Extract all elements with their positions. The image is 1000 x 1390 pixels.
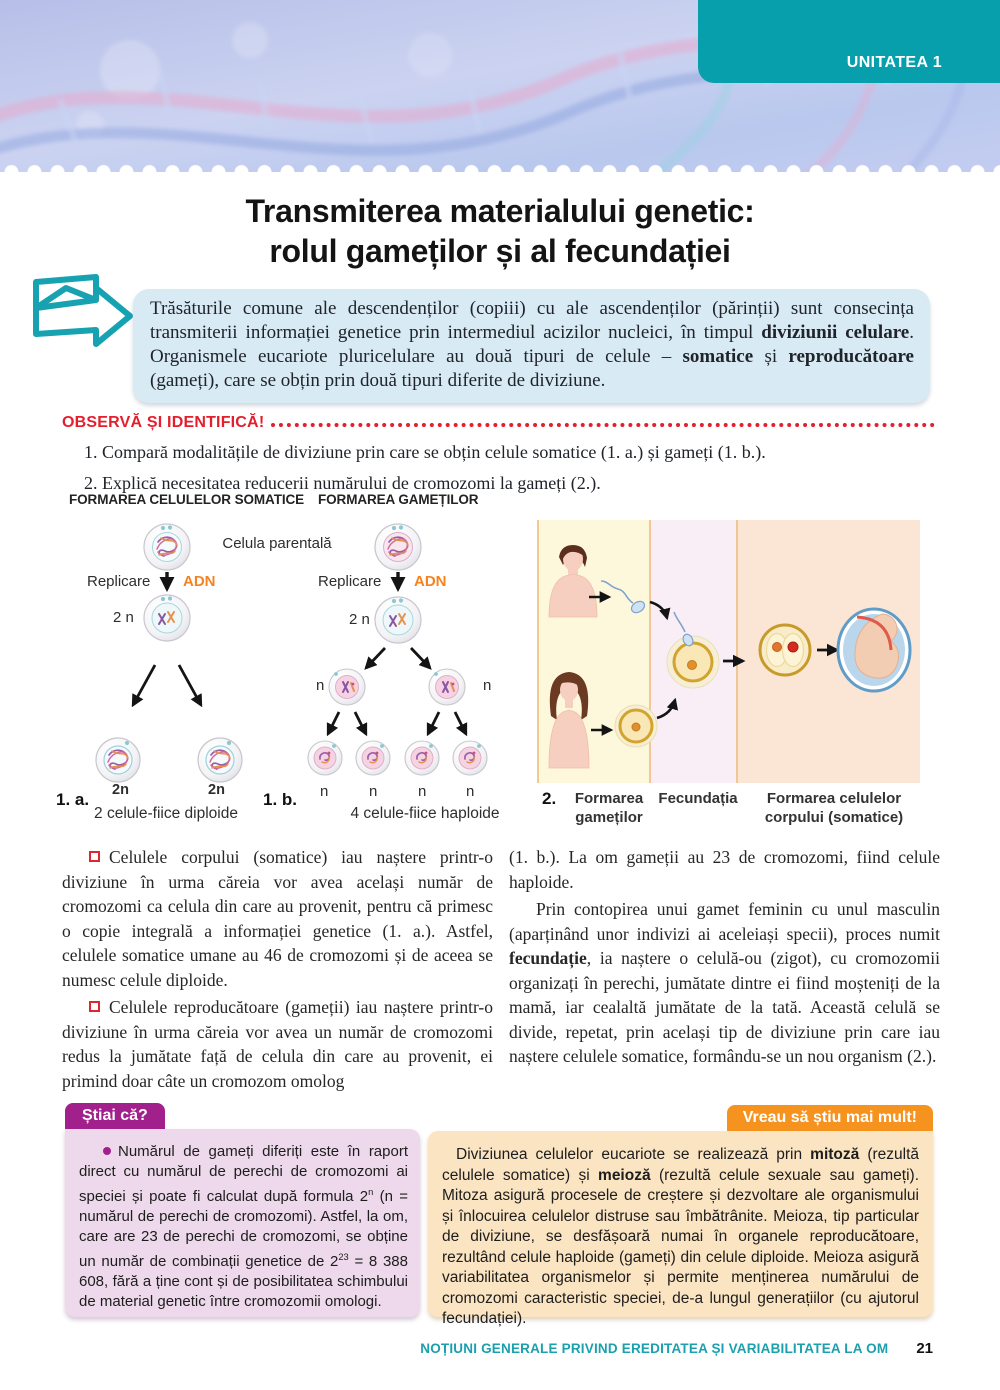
daughter-2n-label-1: 2n [112, 782, 129, 798]
figure-2-caption-gameti: Formarea gameților [574, 790, 644, 826]
haploid-n-label-2: n [369, 783, 378, 800]
red-square-bullet [89, 1001, 100, 1012]
task-item-2: 2. Explică necesitatea reducerii numărului de cromozomi la gameți (2.). [84, 473, 601, 493]
diagram-title-somatice: FORMAREA CELULELOR SOMATICE [69, 492, 305, 507]
footer-section-title: NOȚIUNI GENERALE PRIVIND EREDITATEA ȘI VARIABILITATEA LA OM [420, 1341, 889, 1356]
fertilization-diagram [537, 520, 920, 783]
paragraph-text: Celulele corpului (somatice) iau naștere printr-o diviziune în urma căreia vor avea același număr de cromozomi ca celula din care au provenit, pentru că primesc o copie integrală a informației genetice (1. a.). Astfel, celulele somatice umane au 46 de cromozomi și de aceea se numesc celule diploide. [62, 847, 493, 990]
task-item-1: 1. Compară modalitățile de diviziune prin care se obțin celule somatice (1. a.) și gameți (1. b.). [84, 442, 766, 462]
ploidy-2n-left: 2 n [113, 609, 134, 626]
ploidy-2n-right: 2 n [349, 611, 370, 628]
adn-label-right: ADN [414, 573, 447, 590]
want-to-know-more-text [442, 1145, 919, 1330]
page-footer [420, 1340, 933, 1357]
page-title-line2: rolul gameților și al fecundației [269, 233, 731, 269]
paragraph-text: Celulele reproducătoare (gameții) iau naștere printr-o diviziune în urma căreia vor avea un număr de cromozomi redus la jumătate față de celula din care au provenit, ei primind doar câte un cromozom omolog [62, 997, 493, 1091]
egg-cell [615, 705, 657, 747]
figure-1a-label: 1. a. [56, 790, 90, 809]
unit-badge [698, 0, 1000, 83]
header-image [0, 0, 1000, 172]
section-heading: OBSERVĂ ȘI IDENTIFICĂ! [62, 414, 265, 431]
daughter-2n-label-2: 2n [208, 782, 225, 798]
diagram-title-gameti: FORMAREA GAMEȚILOR [318, 492, 479, 507]
did-you-know-tab: Știai că? [65, 1103, 165, 1129]
paragraph-text: (1. b.). La om gameții au 23 de cromozomi, fiind celule haploide. [509, 847, 940, 892]
figure-2-caption-somatice: Formarea celulelor corpului (somatice) [764, 790, 904, 826]
did-you-know-paragraph: Numărul de gameți diferiți este în raport direct cu numărul de perechi de cromozomi ai speciei și poate fi calculat după formula 2$^n$ (n = numărul de perechi de cromozomi). Astfel, la om, care are 23 de perechi de cromozomi, se obține un număr de combinații genetice de $2^{23} = 8$ 388 608, fără a ține cont și de posibilitatea schimbului de material genetic între cromozomii omologi. [79, 1143, 408, 1310]
paragraph-somatic-cells [62, 845, 493, 992]
intro-text: Trăsăturile comune ale descendenților (copiii) cu ale ascendenților (părinții) sunt consecința transmiterii informației genetice prin intermediul acizilor nucleici, în timpul diviziunii celulare. Organismele eucariote pluricelulare au două tipuri de celule – somatice și reproducătoare (gameți), care se obțin prin două tipuri diferite de diviziune. [150, 298, 914, 391]
haploid-n-label-3: n [418, 783, 427, 800]
replicare-label-right: Replicare [318, 573, 382, 590]
dotted-rule [271, 423, 935, 427]
page-title-line1: Transmiterea materialului genetic: [245, 193, 755, 229]
want-to-know-more-body [428, 1131, 933, 1327]
figure-1b-label: 1. b. [263, 790, 298, 809]
replicare-label-left: Replicare [87, 573, 151, 590]
unit-label: UNITATEA 1 [846, 54, 942, 71]
haploid-n-label-4: n [466, 783, 475, 800]
intro-box [133, 289, 930, 403]
parental-cell-label: Celula parentală [222, 535, 332, 552]
red-square-bullet [89, 851, 100, 862]
observe-section-header [62, 414, 935, 432]
want-to-know-more-tab: Vreau să știu mai mult! [727, 1105, 933, 1131]
haploid-n-mid-right: n [483, 677, 492, 694]
paragraph-text: Prin contopirea unui gamet feminin cu unul masculin (aparținând unor indivizi ai aceleiași specii), proces numit fecundație, ia naștere o celulă-ou (zigot), cu cromozomii organizați în perechi, jumătate dintre ei fiind moșteniți de la mamă, iar cealaltă jumătate de la tată. Această celulă se divide, repetat, prin același tip de diviziune prin care iau naștere celulele somatice, formându-se un nou organism (2.). [509, 899, 940, 1066]
scalloped-edge [0, 159, 1000, 172]
paragraph-fertilization [509, 897, 940, 1069]
haploid-n-label-1: n [320, 783, 329, 800]
page-title [0, 191, 1000, 271]
embryo-illustration [838, 609, 910, 691]
want-to-know-more-paragraph: Diviziunea celulelor eucariote se realizează prin mitoză (rezultă celulele somatice) și meioză (rezultă celule sexuale sau gameți). Mitoza asigură procesele de creștere și dezvoltare ale organismului și înlocuirea celulelor distruse sau îmbătrânite. Meioza, tip particular de diviziune, se desfășoară numai în organele reproducătoare, rezultând celule haploide (gameți) din celule diploide. Meioza asigură variabilitatea organismelor și permite menținerea numărului de cromozomi caracteristic speciei, de-a lungul generațiilor (cu ajutorul fecundației). [442, 1146, 919, 1327]
page-number: 21 [916, 1340, 933, 1357]
figure-1a-caption: 2 celule-fiice diploide [94, 805, 238, 822]
figure-2-label: 2. [542, 789, 557, 808]
arrow-icon [24, 272, 140, 352]
paragraph-continuation [509, 845, 940, 894]
magenta-bullet [103, 1147, 111, 1155]
did-you-know-text [79, 1142, 408, 1312]
body-column-left [62, 845, 493, 1093]
body-column-right [509, 845, 940, 1069]
figure-2-caption-fecundatia: Fecundația [658, 790, 738, 807]
adn-label-left: ADN [183, 573, 216, 590]
zygote-cell [760, 625, 810, 675]
haploid-n-mid-left: n [316, 677, 325, 694]
paragraph-reproductive-cells [62, 995, 493, 1093]
cell-division-diagram [55, 515, 535, 787]
did-you-know-body [65, 1129, 420, 1317]
figure-1b-caption: 4 celule-fiice haploide [350, 805, 500, 822]
